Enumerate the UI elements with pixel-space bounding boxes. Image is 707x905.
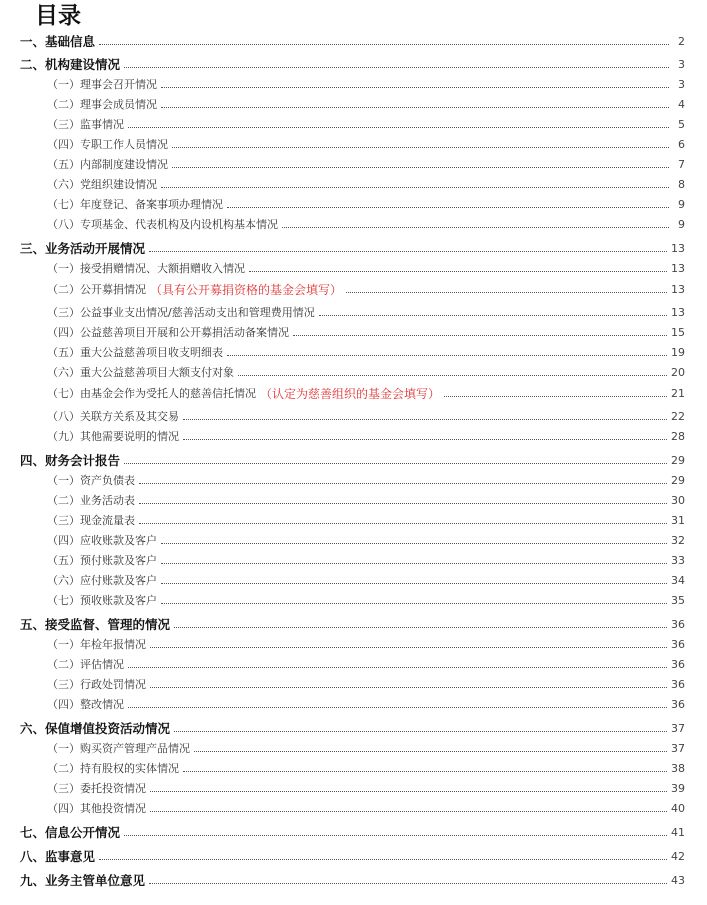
toc-subsection[interactable] [0, 175, 707, 193]
dot-leader [172, 147, 669, 148]
toc-page-number: 3 [678, 57, 685, 71]
dot-leader [172, 167, 669, 168]
toc-page-number: 13 [671, 241, 685, 255]
dot-leader [161, 603, 667, 604]
toc-subsection[interactable] [0, 155, 707, 173]
toc-entry-label: （一）购买资产管理产品情况 [47, 742, 190, 755]
toc-page-number: 36 [671, 697, 685, 711]
toc-page-number: 30 [671, 493, 685, 507]
toc-subsection[interactable] [0, 215, 707, 233]
toc-page-number: 4 [678, 97, 685, 111]
toc-subsection[interactable] [0, 280, 707, 298]
toc-entry-label: （三）监事情况 [47, 118, 124, 131]
toc-page-number: 13 [671, 261, 685, 275]
toc-entry-label: 二、机构建设情况 [20, 57, 121, 72]
toc-page-number: 34 [671, 573, 685, 587]
toc-subsection[interactable] [0, 407, 707, 425]
toc-subsection[interactable] [0, 195, 707, 213]
toc-section[interactable] [0, 615, 707, 633]
toc-page-number: 36 [671, 657, 685, 671]
toc-subsection[interactable] [0, 323, 707, 341]
toc-entry-label: 六、保值增值投资活动情况 [20, 721, 171, 736]
toc-subsection[interactable] [0, 491, 707, 509]
toc-subsection[interactable] [0, 551, 707, 569]
toc-page-number: 33 [671, 553, 685, 567]
toc-entry-label: （五）预付账款及客户 [47, 554, 157, 567]
toc-page-number: 6 [678, 137, 685, 151]
dot-leader [150, 687, 667, 688]
toc-section[interactable] [0, 719, 707, 737]
dot-leader [444, 396, 667, 397]
dot-leader [139, 503, 667, 504]
toc-page-number: 42 [671, 849, 685, 863]
dot-leader [183, 771, 667, 772]
dot-leader [150, 791, 667, 792]
toc-subsection[interactable] [0, 343, 707, 361]
toc-entry-label: （三）现金流量表 [47, 514, 135, 527]
dot-leader [99, 44, 669, 45]
dot-leader [128, 707, 667, 708]
toc-entry-label: （二）理事会成员情况 [47, 98, 157, 111]
toc-entry-label: （七）年度登记、备案事项办理情况 [47, 198, 223, 211]
dot-leader [161, 187, 669, 188]
toc-entry-label: （二）评估情况 [47, 658, 124, 671]
toc-subsection[interactable] [0, 303, 707, 321]
toc-page-number: 7 [678, 157, 685, 171]
toc-page-number: 28 [671, 429, 685, 443]
dot-leader [249, 271, 667, 272]
toc-entry-label: （三）委托投资情况 [47, 782, 146, 795]
toc-section[interactable] [0, 239, 707, 257]
toc-entry-label: （五）内部制度建设情况 [47, 158, 168, 171]
dot-leader [183, 439, 667, 440]
toc-page-number: 2 [678, 34, 685, 48]
dot-leader [194, 751, 667, 752]
toc-page-number: 29 [671, 453, 685, 467]
toc-entry-label: （一）年检年报情况 [47, 638, 146, 651]
toc-section[interactable] [0, 847, 707, 865]
toc-entry-label: （四）专职工作人员情况 [47, 138, 168, 151]
dot-leader [149, 251, 667, 252]
toc-subsection[interactable] [0, 779, 707, 797]
toc-subsection[interactable] [0, 531, 707, 549]
toc-entry-label: （九）其他需要说明的情况 [47, 430, 179, 443]
dot-leader [174, 627, 667, 628]
dot-leader [227, 207, 669, 208]
toc-entry-label: （三）公益事业支出情况/慈善活动支出和管理费用情况 [47, 306, 315, 319]
toc-page-number: 39 [671, 781, 685, 795]
toc-entry-label: 七、信息公开情况 [20, 825, 121, 840]
toc-entry-label: （二）公开募捐情况 [47, 283, 146, 296]
toc-subsection[interactable] [0, 259, 707, 277]
dot-leader [319, 315, 667, 316]
toc-entry-label: （六）党组织建设情况 [47, 178, 157, 191]
toc-subsection[interactable] [0, 115, 707, 133]
toc-page-number: 13 [671, 282, 685, 296]
toc-entry-label: 三、业务活动开展情况 [20, 241, 146, 256]
dot-leader [161, 107, 669, 108]
toc-entry-note: （认定为慈善组织的基金会填写） [260, 386, 441, 401]
toc-page-number: 9 [678, 197, 685, 211]
dot-leader [149, 883, 667, 884]
toc-subsection[interactable] [0, 384, 707, 402]
toc-page-number: 8 [678, 177, 685, 191]
toc-entry-label: （六）应付账款及客户 [47, 574, 157, 587]
toc-page-number: 35 [671, 593, 685, 607]
toc-page-number: 38 [671, 761, 685, 775]
toc-page-number: 9 [678, 217, 685, 231]
toc-entry-note: （具有公开募捐资格的基金会填写） [150, 282, 343, 297]
toc-page-number: 22 [671, 409, 685, 423]
toc-subsection[interactable] [0, 675, 707, 693]
toc-entry-label: （一）接受捐赠情况、大额捐赠收入情况 [47, 262, 245, 275]
dot-leader [124, 463, 667, 464]
dot-leader [128, 127, 669, 128]
toc-entry-label: （五）重大公益慈善项目收支明细表 [47, 346, 223, 359]
dot-leader [174, 731, 667, 732]
toc-page-number: 29 [671, 473, 685, 487]
toc-subsection[interactable] [0, 363, 707, 381]
toc-page-number: 15 [671, 325, 685, 339]
toc-subsection[interactable] [0, 75, 707, 93]
toc-entry-label: 五、接受监督、管理的情况 [20, 617, 171, 632]
toc-page-number: 40 [671, 801, 685, 815]
toc-subsection[interactable] [0, 799, 707, 817]
toc-subsection[interactable] [0, 739, 707, 757]
toc-entry-label: （八）关联方关系及其交易 [47, 410, 179, 423]
toc-entry-label: （四）整改情况 [47, 698, 124, 711]
toc-subsection[interactable] [0, 655, 707, 673]
dot-leader [161, 583, 667, 584]
toc-page-number: 37 [671, 741, 685, 755]
toc-section[interactable] [0, 451, 707, 469]
toc-subsection[interactable] [0, 427, 707, 445]
toc-page-number: 36 [671, 677, 685, 691]
toc-subsection[interactable] [0, 571, 707, 589]
dot-leader [124, 835, 667, 836]
dot-leader [161, 87, 669, 88]
dot-leader [282, 227, 669, 228]
toc-entry-label: （四）其他投资情况 [47, 802, 146, 815]
toc-subsection[interactable] [0, 135, 707, 153]
toc-subsection[interactable] [0, 695, 707, 713]
dot-leader [161, 563, 667, 564]
toc-subsection[interactable] [0, 511, 707, 529]
toc-entry-label: （二）业务活动表 [47, 494, 135, 507]
toc-page-number: 21 [671, 386, 685, 400]
dot-leader [99, 859, 667, 860]
toc-page-number: 32 [671, 533, 685, 547]
toc-entry-label: （三）行政处罚情况 [47, 678, 146, 691]
toc-entry-label: 一、基础信息 [20, 34, 96, 49]
toc-page-number: 36 [671, 617, 685, 631]
toc-subsection[interactable] [0, 759, 707, 777]
toc-section[interactable] [0, 823, 707, 841]
dot-leader [293, 335, 667, 336]
toc-entry-label: （八）专项基金、代表机构及内设机构基本情况 [47, 218, 278, 231]
toc-subsection[interactable] [0, 591, 707, 609]
toc-section[interactable] [0, 32, 707, 50]
dot-leader [139, 483, 667, 484]
dot-leader [161, 543, 667, 544]
toc-page-number: 41 [671, 825, 685, 839]
toc-page-number: 19 [671, 345, 685, 359]
dot-leader [183, 419, 667, 420]
toc-entry-label: 四、财务会计报告 [20, 453, 121, 468]
toc-entry-label: （四）应收账款及客户 [47, 534, 157, 547]
toc-page-number: 36 [671, 637, 685, 651]
dot-leader [150, 647, 667, 648]
toc-section[interactable] [0, 55, 707, 73]
toc-subsection[interactable] [0, 95, 707, 113]
toc-title: 目录 [35, 3, 81, 29]
toc-page-number: 20 [671, 365, 685, 379]
dot-leader [227, 355, 667, 356]
toc-page-number: 43 [671, 873, 685, 887]
toc-entry-label: （七）预收账款及客户 [47, 594, 157, 607]
toc-page-number: 31 [671, 513, 685, 527]
dot-leader [124, 67, 669, 68]
toc-entry-label: （一）理事会召开情况 [47, 78, 157, 91]
toc-page-number: 3 [678, 77, 685, 91]
dot-leader [238, 375, 667, 376]
dot-leader [150, 811, 667, 812]
toc-entry-label: （二）持有股权的实体情况 [47, 762, 179, 775]
toc-entry-label: （七）由基金会作为受托人的慈善信托情况 [47, 387, 256, 400]
toc-entry-label: （四）公益慈善项目开展和公开募捐活动备案情况 [47, 326, 289, 339]
toc-entry-label: （六）重大公益慈善项目大额支付对象 [47, 366, 234, 379]
dot-leader [128, 667, 667, 668]
dot-leader [139, 523, 667, 524]
toc-subsection[interactable] [0, 635, 707, 653]
toc-page-number: 5 [678, 117, 685, 131]
toc-page-number: 13 [671, 305, 685, 319]
toc-entry-label: （一）资产负债表 [47, 474, 135, 487]
toc-entry-label: 九、业务主管单位意见 [20, 873, 146, 888]
toc-entry-label: 八、监事意见 [20, 849, 96, 864]
toc-section[interactable] [0, 871, 707, 889]
toc-page-number: 37 [671, 721, 685, 735]
dot-leader [346, 292, 667, 293]
toc-subsection[interactable] [0, 471, 707, 489]
